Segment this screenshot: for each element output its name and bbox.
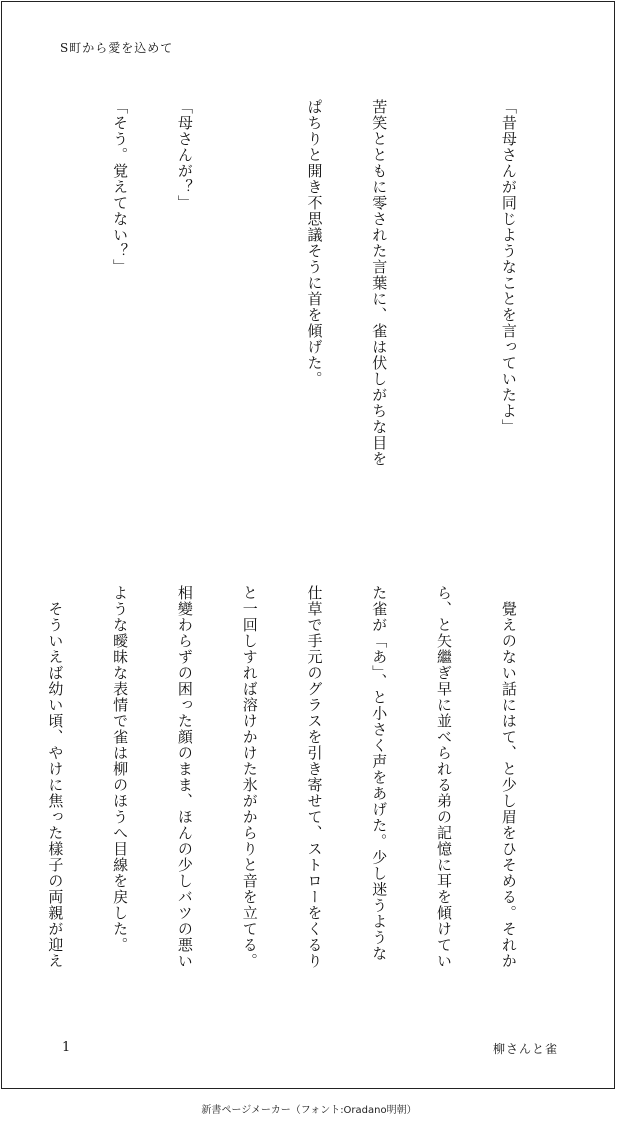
text-column: た雀が「あ」、と小さく声をあげた。少し迷うような: [370, 585, 389, 962]
text-column: 仕草で手元のグラスを引き寄せて、ストローをくるり: [305, 585, 324, 969]
book-page: [1, 1, 615, 1089]
page-number: 1: [62, 1040, 71, 1055]
text-column: そういえば幼い頃、やけに焦った樣子の両親が迎え: [46, 585, 65, 969]
text-column: 相變わらずの困った顔のまま、ほんの少しバツの悪い: [175, 585, 194, 969]
text-column: ら、と矢繼ぎ早に並べられる弟の記憶に耳を傾けてい: [435, 585, 454, 969]
text-column: 苦笑とともに零された言葉に、雀は伏しがちな目を: [370, 99, 389, 467]
text-column: ぱちりと開き不思議そうに首を傾げた。: [305, 99, 324, 387]
upper-text-block: [0, 99, 562, 519]
running-title: S町から愛を込めて: [60, 41, 174, 55]
text-column: ような曖昧な表情で雀は柳のほうへ目線を戻した。: [111, 585, 130, 953]
text-column: [44, 99, 66, 519]
text-column: 「母さんが？」: [175, 99, 194, 211]
text-column: [238, 99, 260, 519]
running-footer: 柳さんと雀: [492, 1042, 558, 1056]
lower-text-block: [0, 585, 562, 1005]
text-column: [432, 99, 454, 519]
generator-credit: 新書ページメーカー（フォント:Oradano明朝）: [201, 1105, 417, 1116]
text-column: [0, 585, 1, 1005]
text-column: [0, 99, 1, 519]
text-column: 「昔母さんが同じようなことを言っていたよ」: [499, 99, 518, 435]
text-column: と一回しすれば溶けかけた氷がからりと音を立てる。: [240, 585, 259, 969]
text-column: 覺えのない話にはて、と少し眉をひそめる。それか: [499, 585, 518, 969]
text-column: 「そう。覚えてない？」: [111, 99, 130, 275]
